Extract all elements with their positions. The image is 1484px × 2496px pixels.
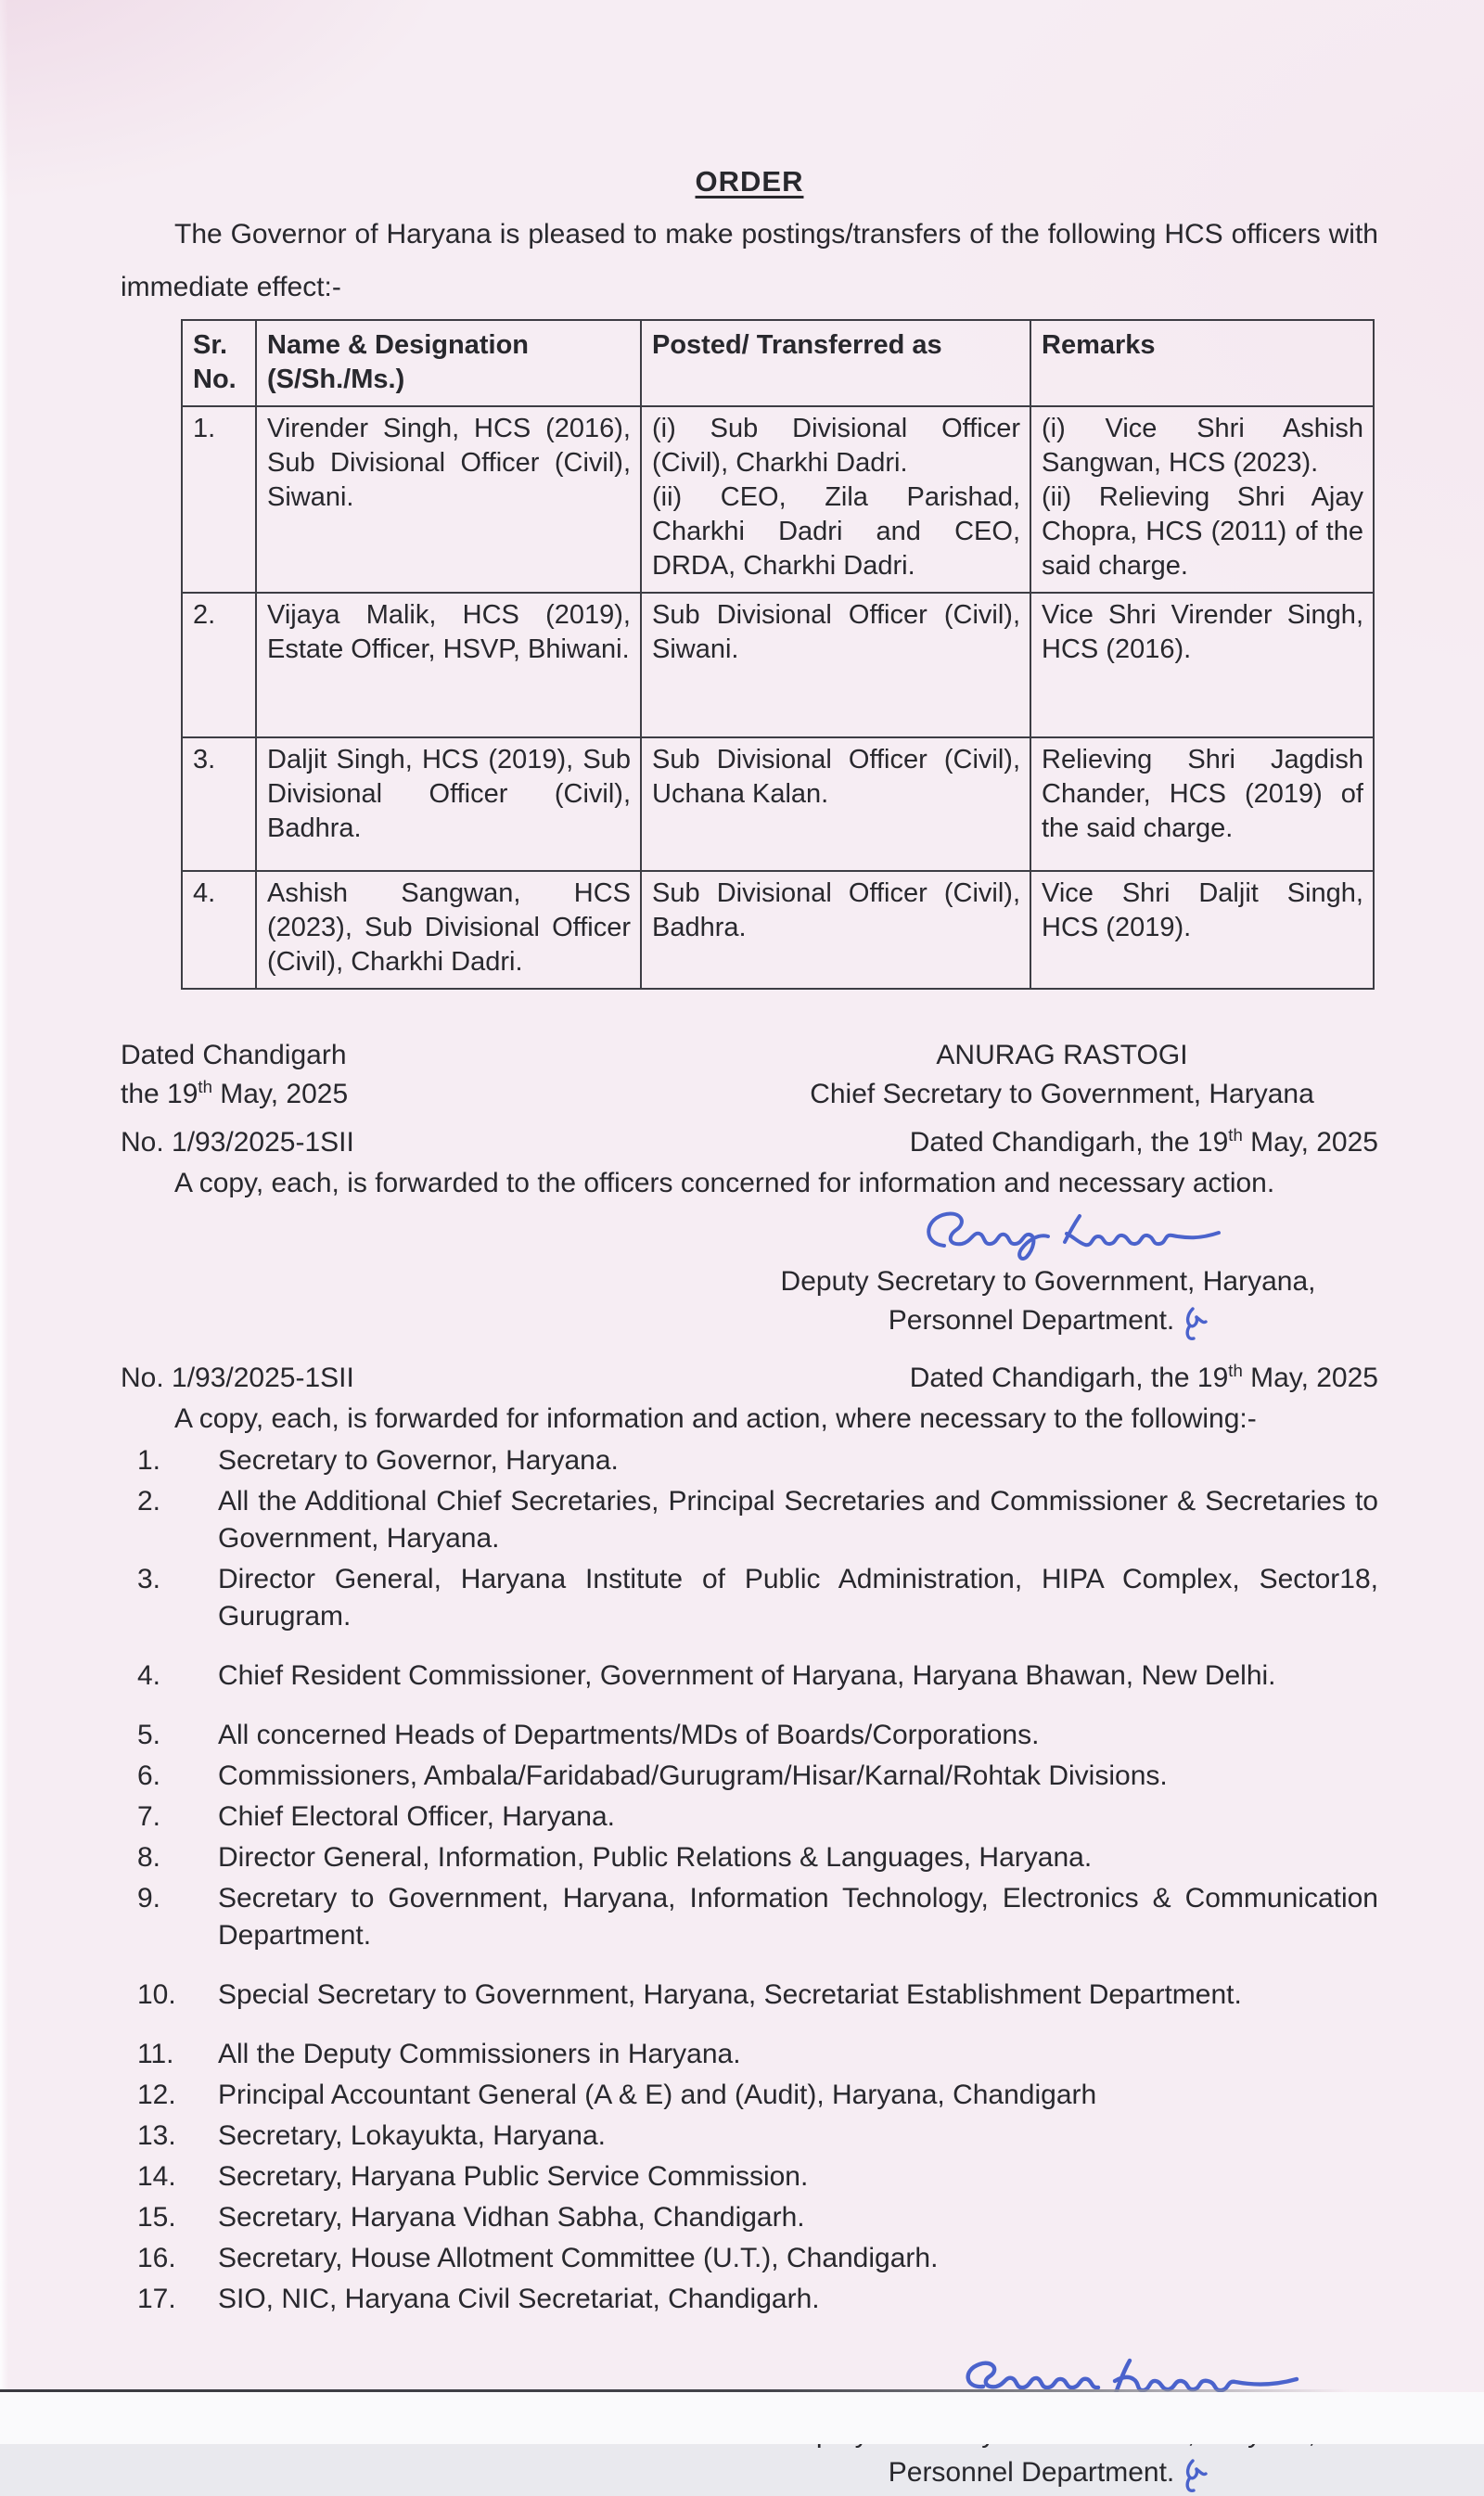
list-item xyxy=(121,2036,1378,2073)
header-sr-no: Sr. No. xyxy=(182,320,256,406)
list-item xyxy=(121,1839,1378,1876)
cell-posted xyxy=(641,871,1030,989)
remarks-part-2: (ii) Relieving Shri Ajay Chopra, HCS (2011) of the said charge. xyxy=(1042,482,1363,581)
deputy-line1: Deputy Secretary to Government, Haryana, xyxy=(780,1266,1316,1297)
cell-posted xyxy=(641,406,1030,593)
cell-sr: 3. xyxy=(182,737,256,871)
dated-left-line1: Dated Chandigarh xyxy=(121,1040,347,1070)
cell-remarks xyxy=(1030,406,1374,593)
item-text: Director General, Information, Public Relations & Languages, Haryana. xyxy=(218,1842,1093,1873)
signature-initial-icon xyxy=(1180,1303,1208,1344)
document-content xyxy=(121,165,1378,2496)
date-superscript: th xyxy=(1228,1361,1243,1380)
cell-sr: 4. xyxy=(182,871,256,989)
cell-sr: 1. xyxy=(182,406,256,593)
cell-name: Virender Singh, HCS (2016), Sub Divisional Officer (Civil), Siwani. xyxy=(256,406,641,593)
posted-part-1: (i) Sub Divisional Officer (Civil), Charkhi Dadri. xyxy=(652,414,1020,478)
list-item xyxy=(121,1758,1378,1795)
cell-name: Ashish Sangwan, HCS (2023), Sub Divisional Officer (Civil), Charkhi Dadri. xyxy=(256,871,641,989)
item-text: Secretary, Lokayukta, Haryana. xyxy=(218,2120,606,2151)
item-number: 5. xyxy=(137,1720,161,1750)
cell-remarks xyxy=(1030,737,1374,871)
item-text: Secretary, Haryana Vidhan Sabha, Chandigarh. xyxy=(218,2202,805,2233)
list-item xyxy=(121,2199,1378,2236)
signoff-block xyxy=(733,1036,1391,1114)
dated-right-line: Dated Chandigarh, the 19th May, 2025 xyxy=(909,1125,1378,1158)
date-superscript: th xyxy=(1228,1125,1243,1145)
table-row xyxy=(182,406,1374,593)
cell-name: Vijaya Malik, HCS (2019), Estate Officer, HSVP, Bhiwani. xyxy=(256,593,641,737)
posted-part-1: Sub Divisional Officer (Civil), Badhra. xyxy=(652,878,1020,942)
dated-and-signoff-row xyxy=(121,1036,1378,1114)
list-item xyxy=(121,2118,1378,2155)
item-number: 17. xyxy=(137,2284,176,2314)
signoff-title: Chief Secretary to Government, Haryana xyxy=(810,1079,1314,1109)
header-posted-transferred: Posted/ Transferred as xyxy=(641,320,1030,406)
remarks-part-1: Vice Shri Daljit Singh, HCS (2019). xyxy=(1042,878,1363,942)
item-number: 8. xyxy=(137,1842,161,1873)
table-header-row xyxy=(182,320,1374,406)
transfers-table xyxy=(181,319,1375,990)
posted-part-1: Sub Divisional Officer (Civil), Uchana Kalan. xyxy=(652,745,1020,809)
table-row xyxy=(182,871,1374,989)
scanner-background xyxy=(0,2392,1484,2444)
list-item xyxy=(121,2158,1378,2195)
cell-name: Daljit Singh, HCS (2019), Sub Divisional Officer (Civil), Badhra. xyxy=(256,737,641,871)
item-text: Special Secretary to Government, Haryana, Secretariat Establishment Department. xyxy=(218,1979,1242,2010)
signoff-name: ANURAG RASTOGI xyxy=(936,1040,1188,1070)
item-number: 2. xyxy=(137,1486,161,1517)
item-text: Chief Resident Commissioner, Government of Haryana, Haryana Bhawan, New Delhi. xyxy=(218,1660,1276,1691)
list-item xyxy=(121,1880,1378,1954)
list-item xyxy=(121,2240,1378,2277)
item-text: All the Additional Chief Secretaries, Principal Secretaries and Commissioner & Secretaries to Government, Haryana. xyxy=(218,1486,1378,1554)
list-item xyxy=(121,1561,1378,1635)
date-superscript: th xyxy=(198,1077,212,1096)
remarks-part-1: (i) Vice Shri Ashish Sangwan, HCS (2023). xyxy=(1042,414,1363,478)
item-text: All the Deputy Commissioners in Haryana. xyxy=(218,2039,741,2069)
item-text: Director General, Haryana Institute of Public Administration, HIPA Complex, Sector18, Gurugram. xyxy=(218,1564,1378,1632)
header-remarks: Remarks xyxy=(1030,320,1374,406)
list-item xyxy=(121,1442,1378,1479)
item-text: SIO, NIC, Haryana Civil Secretariat, Chandigarh. xyxy=(218,2284,820,2314)
list-item xyxy=(121,2281,1378,2318)
posted-part-1: Sub Divisional Officer (Civil), Siwani. xyxy=(652,600,1020,664)
reference-number: No. 1/93/2025-1SII xyxy=(121,1127,354,1158)
item-number: 10. xyxy=(137,1979,176,2010)
item-number: 7. xyxy=(137,1801,161,1832)
item-number: 1. xyxy=(137,1445,161,1476)
deputy-secretary-block-1 xyxy=(714,1262,1382,1344)
item-number: 15. xyxy=(137,2202,176,2233)
reference-row-2 xyxy=(121,1359,1378,1398)
cell-remarks xyxy=(1030,871,1374,989)
list-item xyxy=(121,1658,1378,1695)
list-item xyxy=(121,1798,1378,1836)
item-text: Chief Electoral Officer, Haryana. xyxy=(218,1801,615,1832)
reference-number: No. 1/93/2025-1SII xyxy=(121,1363,354,1393)
item-text: Secretary, House Allotment Committee (U.T.), Chandigarh. xyxy=(218,2243,939,2273)
item-text: Commissioners, Ambala/Faridabad/Gurugram/Hisar/Karnal/Rohtak Divisions. xyxy=(218,1760,1168,1791)
reference-row-1 xyxy=(121,1123,1378,1162)
signature-initial-icon xyxy=(1180,2455,1208,2496)
list-item xyxy=(121,1717,1378,1754)
cell-posted xyxy=(641,737,1030,871)
signature-image xyxy=(916,1203,1222,1262)
item-text: All concerned Heads of Departments/MDs of Boards/Corporations. xyxy=(218,1720,1040,1750)
cell-remarks xyxy=(1030,593,1374,737)
signature-area-1 xyxy=(121,1203,1378,1262)
order-title-text: ORDER xyxy=(695,165,804,198)
table-row xyxy=(182,737,1374,871)
dated-left-line2: the 19th May, 2025 xyxy=(121,1077,349,1109)
forward-paragraph-2: A copy, each, is forwarded for information and action, where necessary to the following:- xyxy=(174,1403,1257,1434)
item-number: 6. xyxy=(137,1760,161,1791)
item-text: Secretary to Governor, Haryana. xyxy=(218,1445,619,1476)
item-number: 9. xyxy=(137,1883,161,1914)
recipients-list xyxy=(121,1442,1378,2318)
item-text: Principal Accountant General (A & E) and (Audit), Haryana, Chandigarh xyxy=(218,2080,1097,2110)
intro-paragraph: The Governor of Haryana is pleased to make postings/transfers of the following HCS officers with immediate effect:- xyxy=(121,219,1378,302)
item-number: 3. xyxy=(137,1564,161,1594)
dated-left-block xyxy=(121,1036,640,1114)
deputy-line2: Personnel Department. xyxy=(714,1301,1382,1344)
cell-posted xyxy=(641,593,1030,737)
list-item xyxy=(121,1483,1378,1557)
item-number: 13. xyxy=(137,2120,176,2151)
list-item xyxy=(121,1977,1378,2014)
cell-sr: 2. xyxy=(182,593,256,737)
posted-part-2: (ii) CEO, Zila Parishad, Charkhi Dadri and CEO, DRDA, Charkhi Dadri. xyxy=(652,482,1020,581)
table-row xyxy=(182,593,1374,737)
item-text: Secretary to Government, Haryana, Information Technology, Electronics & Communication Department. xyxy=(218,1883,1378,1951)
item-number: 12. xyxy=(137,2080,176,2110)
item-number: 16. xyxy=(137,2243,176,2273)
header-name-designation: Name & Designation (S/Sh./Ms.) xyxy=(256,320,641,406)
forward-paragraph-1: A copy, each, is forwarded to the officers concerned for information and necessary action. xyxy=(174,1168,1275,1198)
dated-right-line: Dated Chandigarh, the 19th May, 2025 xyxy=(909,1361,1378,1393)
item-number: 11. xyxy=(137,2039,174,2069)
item-text: Secretary, Haryana Public Service Commission. xyxy=(218,2161,809,2192)
list-item xyxy=(121,2077,1378,2114)
remarks-part-1: Relieving Shri Jagdish Chander, HCS (2019) of the said charge. xyxy=(1042,745,1363,843)
page-title xyxy=(121,165,1378,198)
deputy-line2: Personnel Department. xyxy=(714,2453,1382,2496)
remarks-part-1: Vice Shri Virender Singh, HCS (2016). xyxy=(1042,600,1363,664)
item-number: 14. xyxy=(137,2161,176,2192)
item-number: 4. xyxy=(137,1660,161,1691)
